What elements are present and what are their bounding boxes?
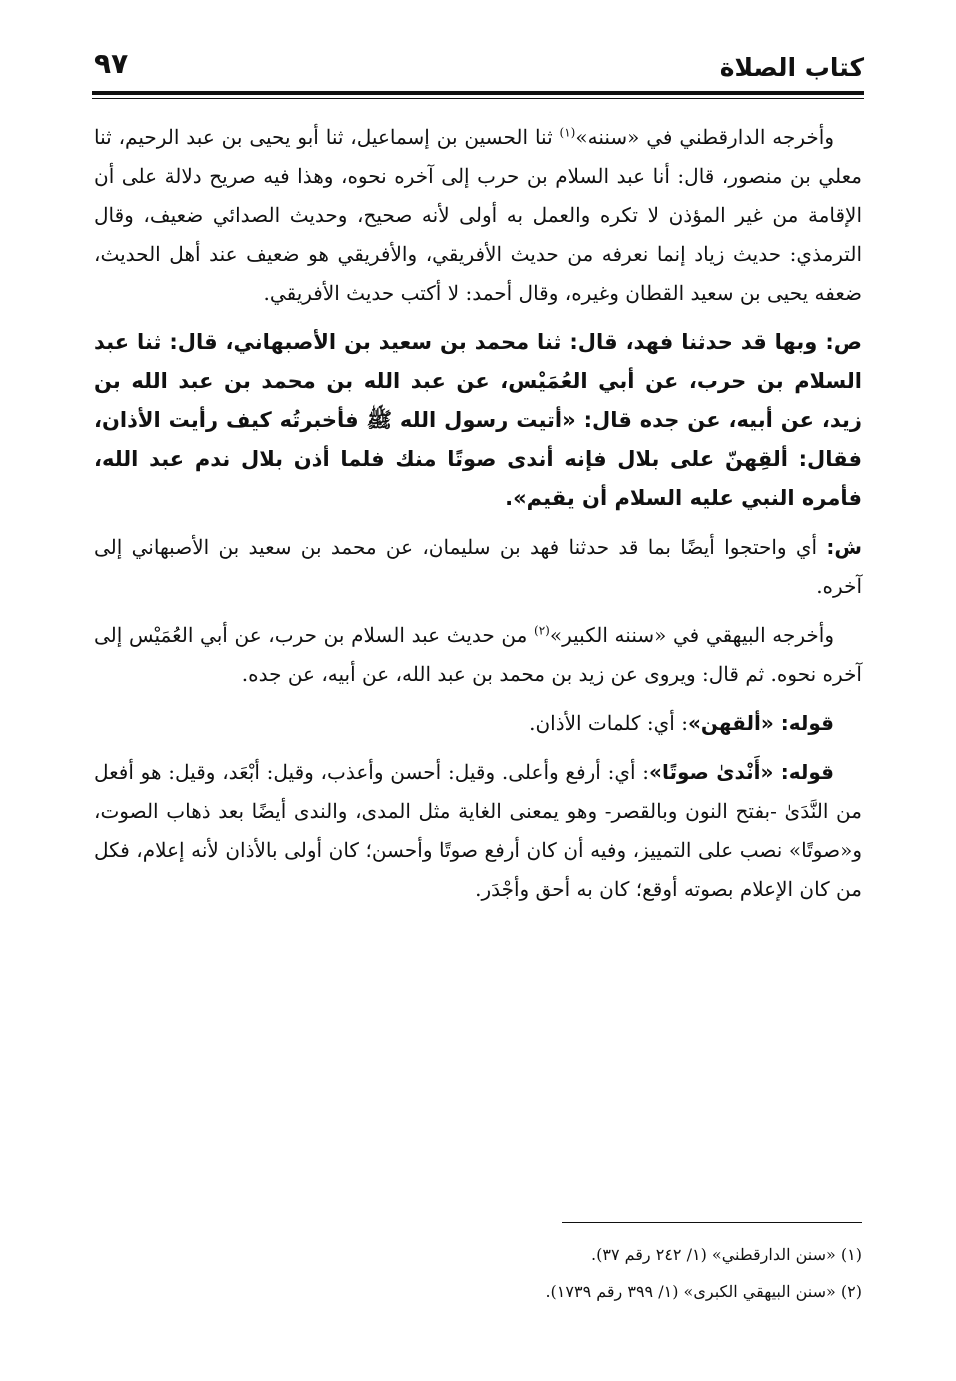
commentary-body: أي واحتجوا أيضًا بما قد حدثنا فهد بن سليمان، عن محمد بن سعيد بن الأصبهاني إلى آخره. <box>94 535 862 598</box>
header-rule-thick <box>92 91 864 95</box>
paragraph-commentary <box>94 528 862 606</box>
paragraph-hadith-text <box>94 323 862 518</box>
running-title: كتاب الصلاة <box>719 53 864 82</box>
gloss-term: قوله: «أَنْدىٰ صوتًا» <box>649 760 835 784</box>
paragraph-lead: وأخرجه البيهقي في «سننه الكبير» <box>549 623 834 647</box>
hadith-body: وبها قد حدثنا فهد، قال: ثنا محمد بن سعيد بن الأصبهاني، قال: ثنا عبد السلام بن حرب، عن أبي العُمَيْس، عن عبد الله بن محمد بن عبد الله بن زيد، عن أبيه، عن جده قال: «أتيت رسول الله ﷺ فأخبرتُه كيف رأيت الأذان، فقال: ألقِهنّ على بلال فإنه أندى صوتًا منك فلما أذن بلال ندم عبد الله، فأمره النبي عليه السلام أن يقيم». <box>94 330 862 510</box>
text-marker-sad: ص: <box>825 330 862 354</box>
paragraph-body: من حديث عبد السلام بن حرب، عن أبي العُمَيْس إلى آخره نحوه. ثم قال: ويروى عن زيد بن محمد بن عبد الله، عن أبيه، عن جده. <box>94 623 862 686</box>
footnote-1: (١) «سنن الدارقطني» (١/ ٢٤٢ رقم ٣٧). <box>591 1245 862 1264</box>
page-number: ٩٧ <box>94 47 129 80</box>
gloss-term: قوله: «ألقهن» <box>687 711 834 735</box>
gloss-body: : أي: أرفع وأعلى. وقيل: أحسن وأعذب، وقيل: أبْعَد، وقيل: هو أفعل من النَّدَىٰ -بفتح النون وبالقصر- وهو يمعنى الغاية مثل المدى، والندى أيضًا بعد ذهاب الصوت، و«صوتًا» نصب على التمييز، وفيه أن كان أرفع صوتًا وأحسن؛ كان أولى بالأذان لأنه إعلام، فكل من كان الإعلام بصوته أوقع؛ كان به أحق وأجْدَر. <box>94 760 862 901</box>
footnote-reference-2: (٢) <box>534 623 550 638</box>
paragraph-body: ثنا الحسين بن إسماعيل، ثنا أبو يحيى بن عبد الرحيم، ثنا معلي بن منصور، قال: أنا عبد السلام بن حرب إلى آخره نحوه، وهذا فيه صريح دلالة على أن الإقامة من غير المؤذن لا تكره والعمل به أولى لأنه صحيح، وحديث الصدائي ضعيف، وقال الترمذي: حديث زياد إنما نعرفه من حديث الأفريقي، والأفريقي هو ضعيف عند أهل الحديث، ضعفه يحيى بن سعيد القطان وغيره، وقال أحمد: لا أكتب حديث الأفريقي. <box>94 125 862 305</box>
footnote-reference-1: (١) <box>559 125 576 140</box>
body-text <box>94 118 862 919</box>
commentary-marker-shin: ش: <box>826 535 862 559</box>
paragraph-qawluhu-alqihinna <box>94 704 862 743</box>
footnotes <box>94 1236 862 1310</box>
footnote-separator <box>562 1222 862 1223</box>
header-rule-thin <box>92 98 864 99</box>
paragraph-bayhaqi <box>94 616 862 694</box>
paragraph-lead: وأخرجه الدارقطني في «سننه» <box>575 125 834 149</box>
footnote-2: (٢) «سنن البيهقي الكبرى» (١/ ٣٩٩ رقم ١٧٣٩). <box>545 1282 862 1301</box>
gloss-body: : أي: كلمات الأذان. <box>529 711 688 735</box>
paragraph-daraqutni <box>94 118 862 313</box>
paragraph-qawluhu-anda-sawtan <box>94 753 862 909</box>
running-header <box>92 48 864 88</box>
